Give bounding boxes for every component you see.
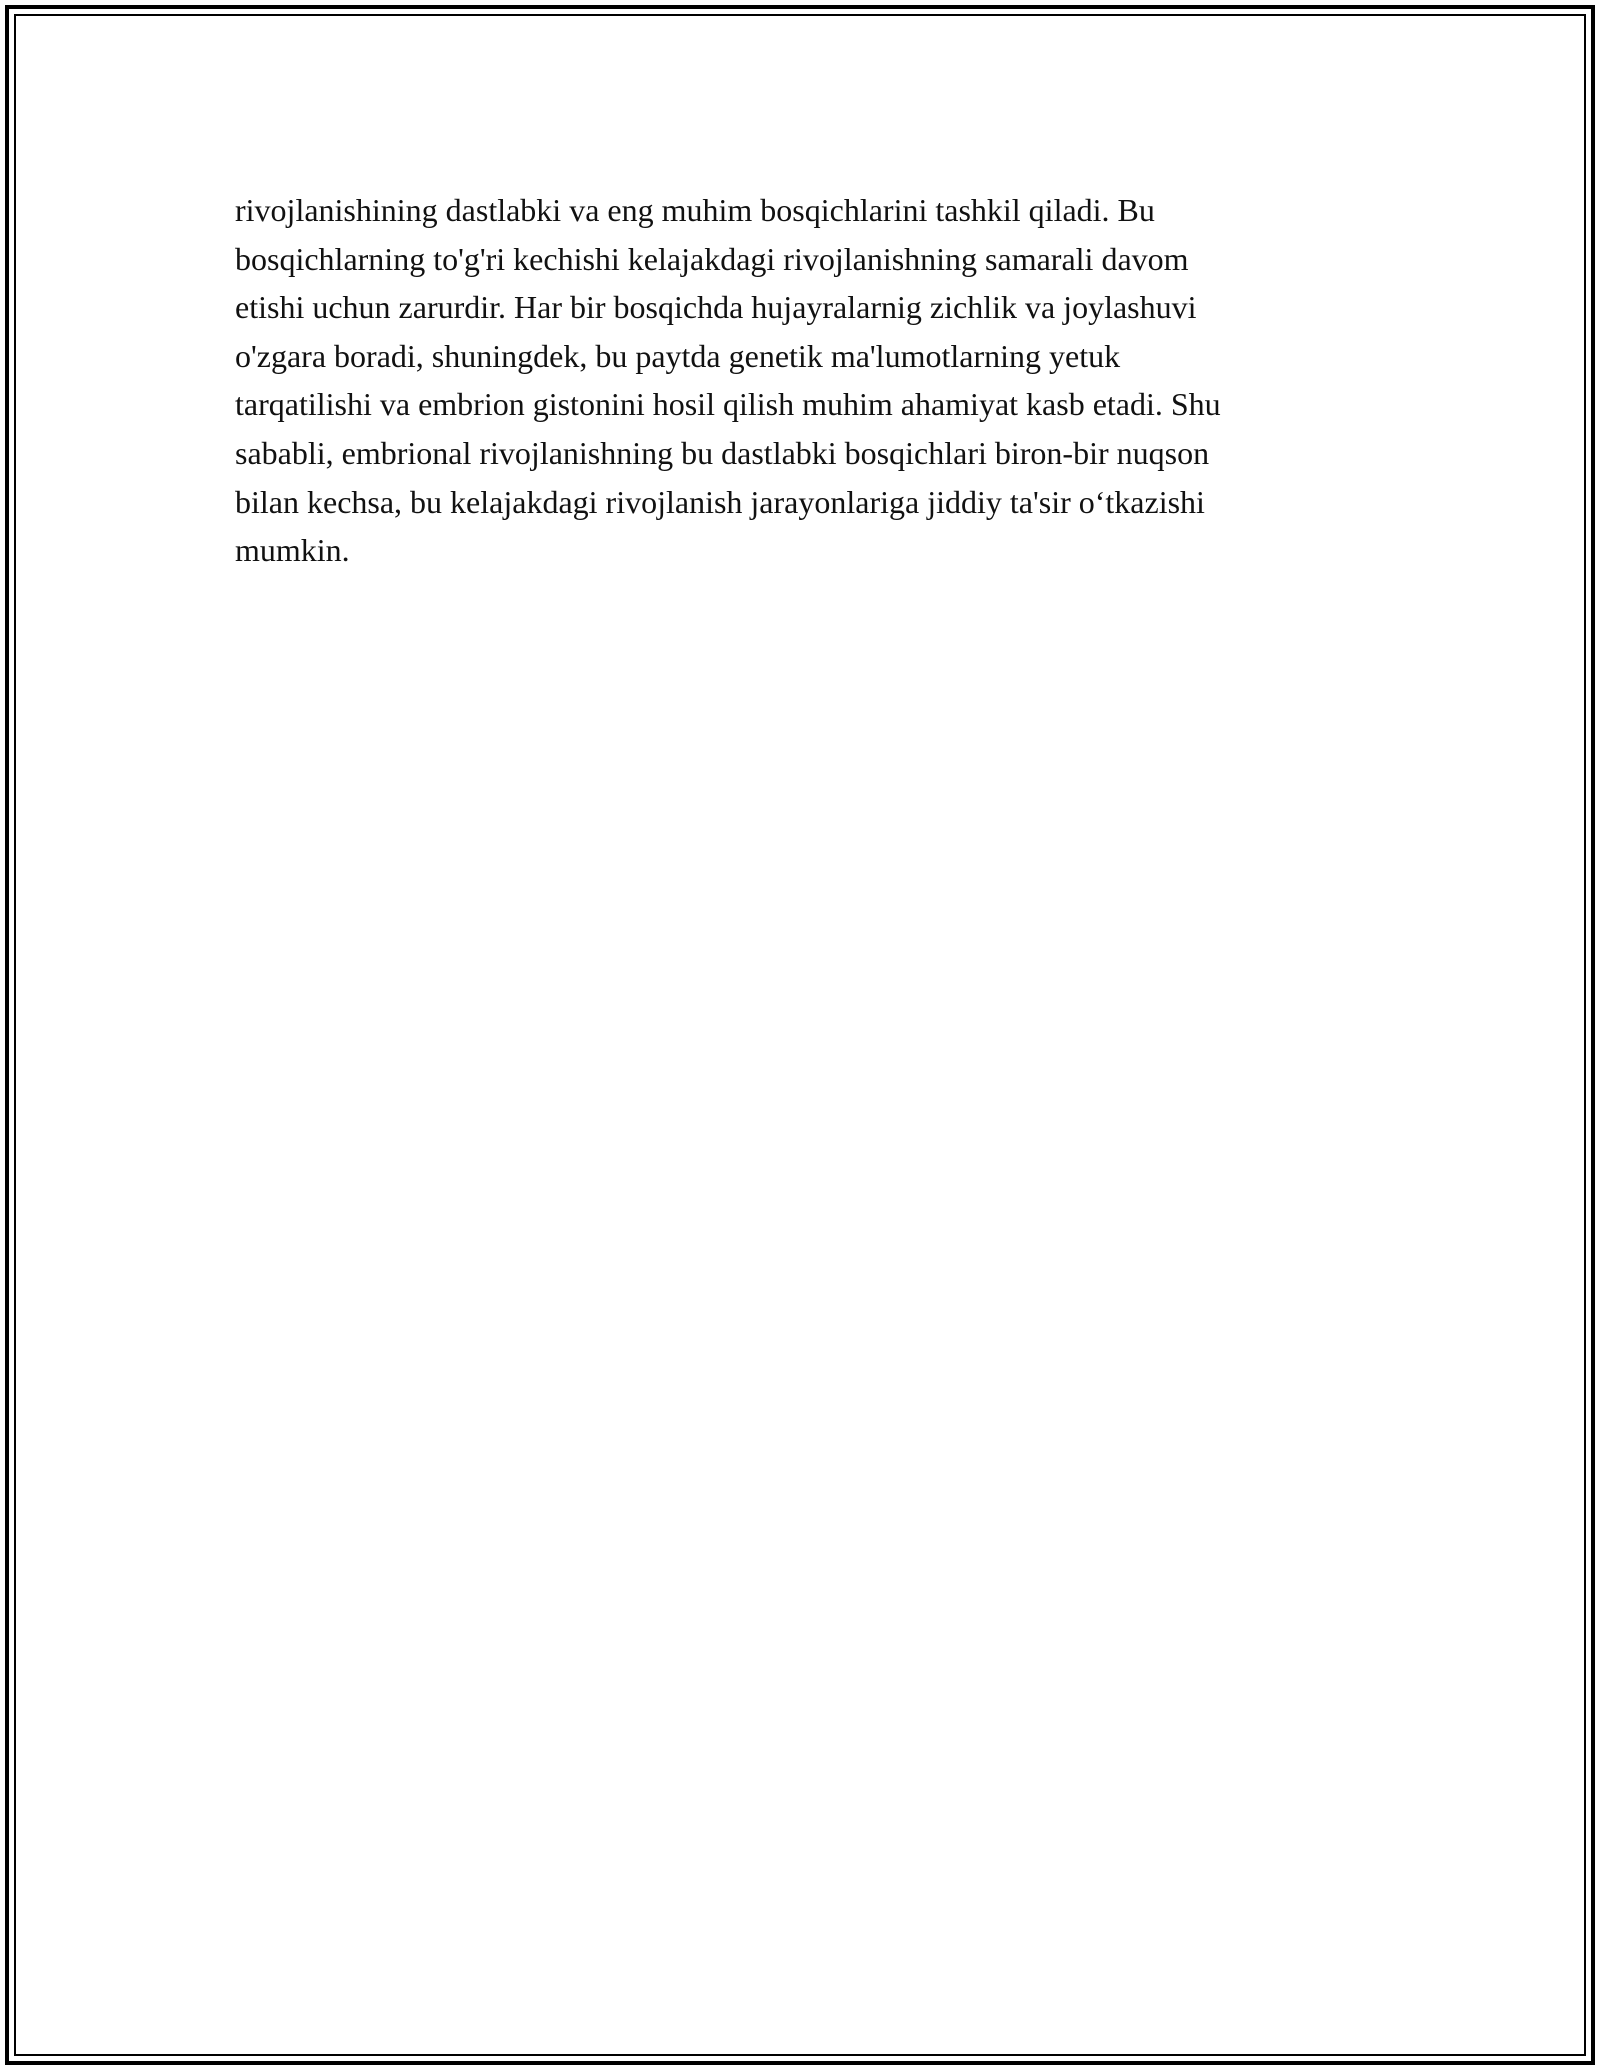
paragraph-line: tarqatilishi va embrion gistonini hosil qilish muhim ahamiyat kasb etadi. Shu [235,386,1221,423]
paragraph-line: bilan kechsa, bu kelajakdagi rivojlanish jarayonlariga jiddiy ta'sir o‘tkazishi [235,483,1205,520]
paragraph-line: sababli, embrional rivojlanishning bu dastlabki bosqichlari biron-bir nuqson [235,434,1210,471]
paragraph-line: o'zgara boradi, shuningdek, bu paytda genetik ma'lumotlarning yetuk [235,337,1121,374]
paragraph-line: rivojlanishining dastlabki va eng muhim bosqichlarini tashkil qiladi. Bu [235,192,1155,228]
paragraph-line: mumkin. [235,532,350,569]
page-content [235,186,1380,575]
paragraph-line: etishi uchun zarurdir. Har bir bosqichda hujayralarnig zichlik va joylashuvi [235,289,1197,326]
paragraph-line: bosqichlarning to'g'ri kechishi kelajakdagi rivojlanishning samarali davom [235,240,1189,277]
body-paragraph [235,186,1380,575]
